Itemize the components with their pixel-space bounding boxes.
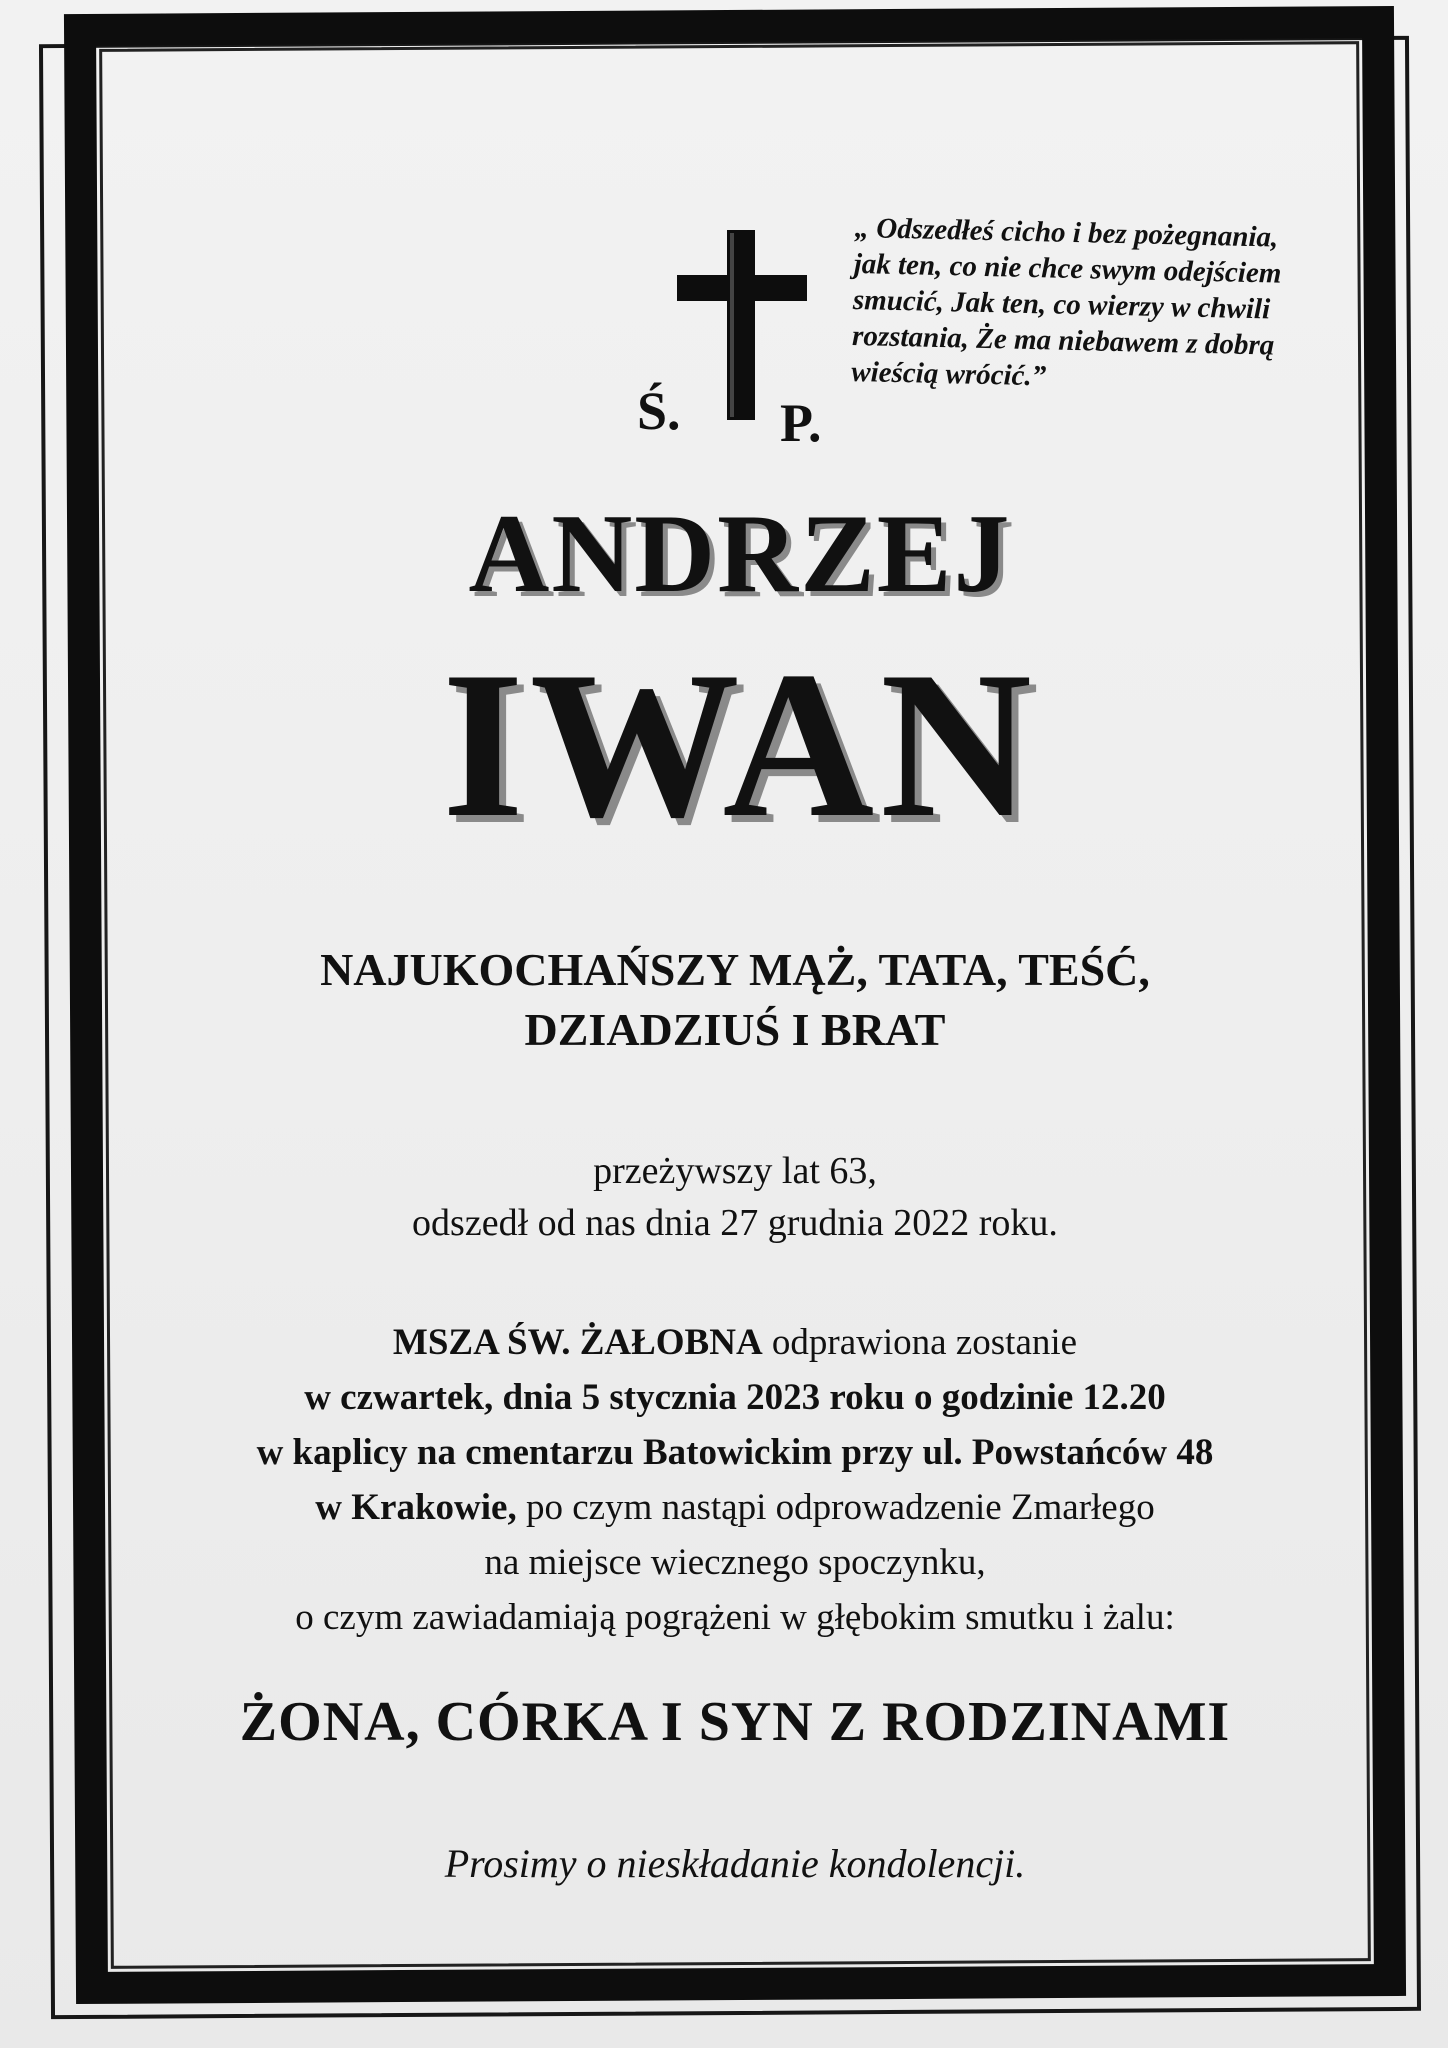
- mass-title-line: [150, 1315, 1320, 1370]
- sp-letter-p: P.: [780, 393, 822, 453]
- mass-place: w kaplicy na cmentarzu Batowickim przy ul. Powstańców 48: [256, 1432, 1214, 1473]
- mourning-family: ŻONA, CÓRKA I SYN Z RODZINAMI: [239, 1691, 1231, 1753]
- funeral-mass-info: [150, 1315, 1320, 1645]
- relation-line: NAJUKOCHAŃSZY MĄŻ, TATA, TEŚĆ,: [320, 944, 1150, 995]
- quote-line: rozstania, Że ma niebawem z dobrą: [851, 319, 1275, 362]
- mass-city: w Krakowie,: [315, 1487, 517, 1528]
- family-relation: [200, 940, 1270, 1060]
- mass-date: w czwartek, dnia 5 stycznia 2023 roku o godzinie 12.20: [304, 1377, 1166, 1418]
- mass-city-line: [150, 1480, 1320, 1535]
- obituary-content: [110, 50, 1360, 1960]
- age-and-date: [200, 1145, 1270, 1249]
- mass-notice-line: o czym zawiadamiają pogrążeni w głębokim smutku i żalu:: [295, 1597, 1175, 1638]
- quote-line: „ Odszedłeś cicho i bez pożegnania,: [854, 211, 1279, 254]
- quote-line: wieścią wrócić.”: [850, 355, 1047, 393]
- mass-place-line: [150, 1425, 1320, 1480]
- memorial-quote: [851, 210, 1325, 401]
- deceased-first-name: ANDRZEJ: [468, 492, 1012, 616]
- condolence-request: Prosimy o nieskładanie kondolencji.: [444, 1841, 1026, 1886]
- quote-line: smucić, Jak ten, co wierzy w chwili: [852, 283, 1271, 326]
- mass-date-line: [150, 1370, 1320, 1425]
- relation-line: DZIADZIUŚ I BRAT: [524, 1004, 946, 1055]
- quote-line: jak ten, co nie chce swym odejściem: [853, 247, 1282, 290]
- age-line: przeżywszy lat 63,: [593, 1150, 877, 1192]
- mass-rest-line: na miejsce wiecznego spoczynku,: [484, 1542, 986, 1583]
- mass-title: MSZA ŚW. ŻAŁOBNA: [392, 1322, 763, 1363]
- mass-city-rest: po czym nastąpi odprowadzenie Zmarłego: [516, 1487, 1155, 1528]
- deceased-last-name: IWAN: [442, 629, 1038, 861]
- death-date-line: odszedł od nas dnia 27 grudnia 2022 roku.: [412, 1202, 1058, 1244]
- mass-title-rest: odprawiona zostanie: [762, 1322, 1078, 1363]
- sp-letter-s: Ś.: [637, 381, 681, 441]
